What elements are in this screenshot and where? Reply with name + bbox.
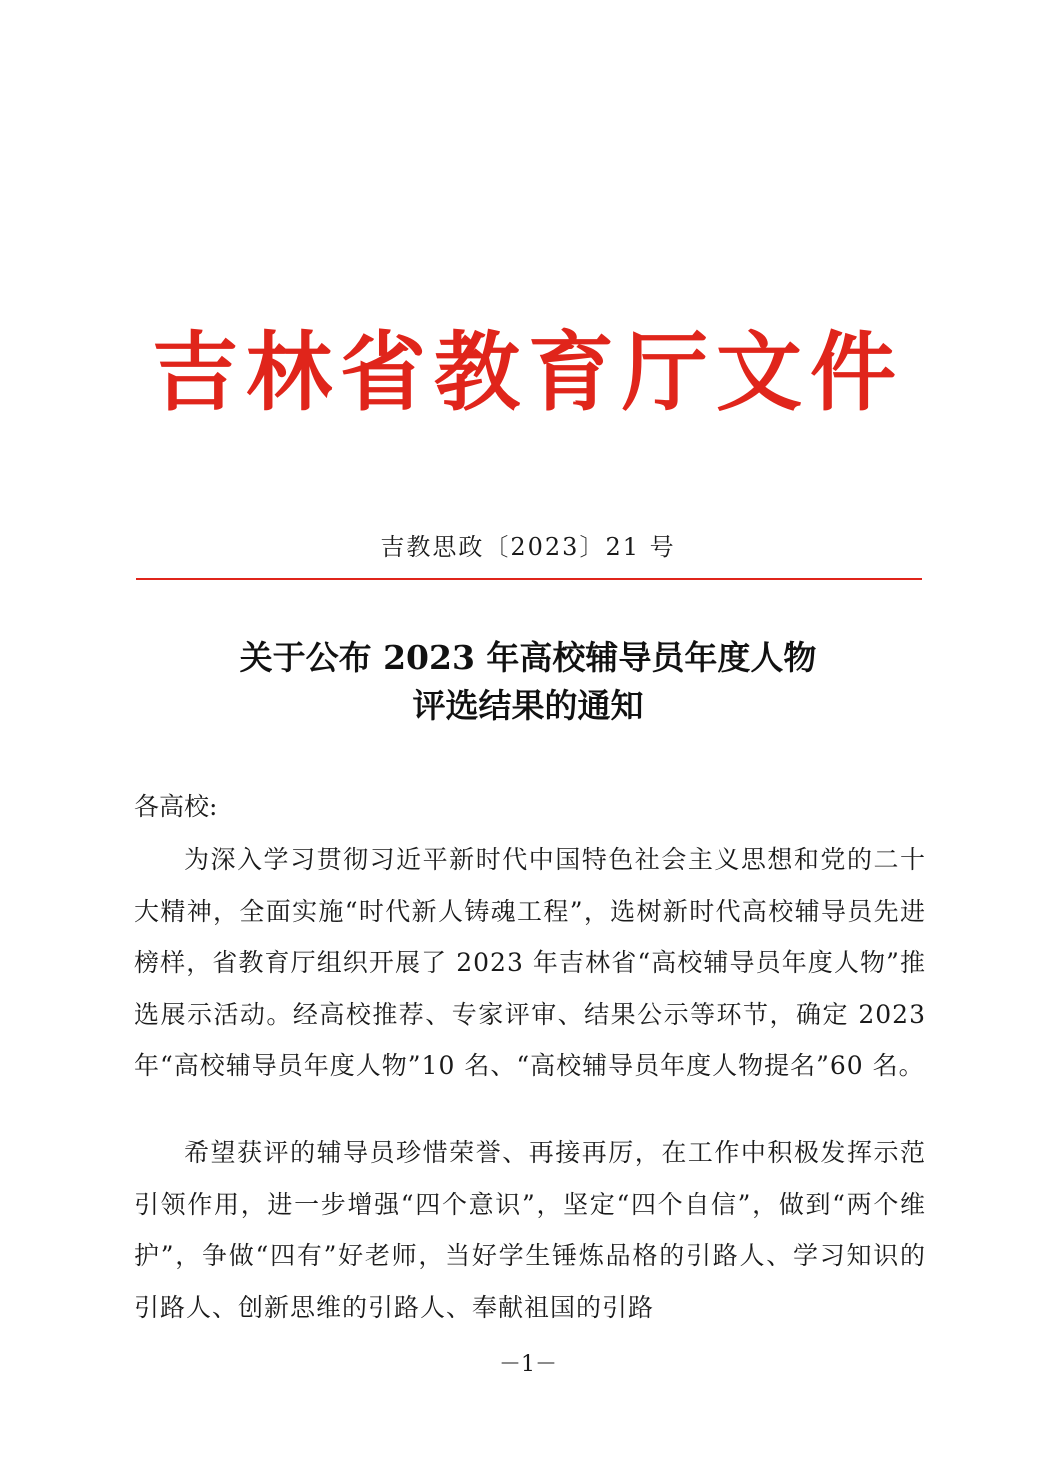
body-paragraph-1: 为深入学习贯彻习近平新时代中国特色社会主义思想和党的二十大精神，全面实施“时代新人铸魂工程”，选树新时代高校辅导员先进榜样，省教育厅组织开展了 2023 年吉林省“高校辅导员年度人物”推选展示活动。经高校推荐、专家评审、结果公示等环节，确定 2023 年“高校辅导员年度人物”10 名、“高校辅导员年度人物提名”60 名。 (134, 845, 926, 1081)
salutation: 各高校: (134, 792, 218, 821)
body-paragraph-2: 希望获评的辅导员珍惜荣誉、再接再厉，在工作中积极发挥示范引领作用，进一步增强“四个意识”，坚定“四个自信”，做到“两个维护”，争做“四有”好老师，当好学生锤炼品格的引路人、学习知识的引路人、创新思维的引路人、奉献祖国的引路 (134, 1138, 927, 1322)
issuer-title: 吉林省教育厅文件 (152, 322, 904, 423)
page-number: －1－ (499, 1352, 557, 1377)
notice-title-line-2: 评选结果的通知 (412, 686, 644, 725)
document-number: 吉教思政〔2023〕21 号 (380, 533, 676, 561)
notice-title-line-1: 关于公布 2023 年高校辅导员年度人物 (239, 638, 817, 677)
red-divider-line (136, 578, 922, 580)
